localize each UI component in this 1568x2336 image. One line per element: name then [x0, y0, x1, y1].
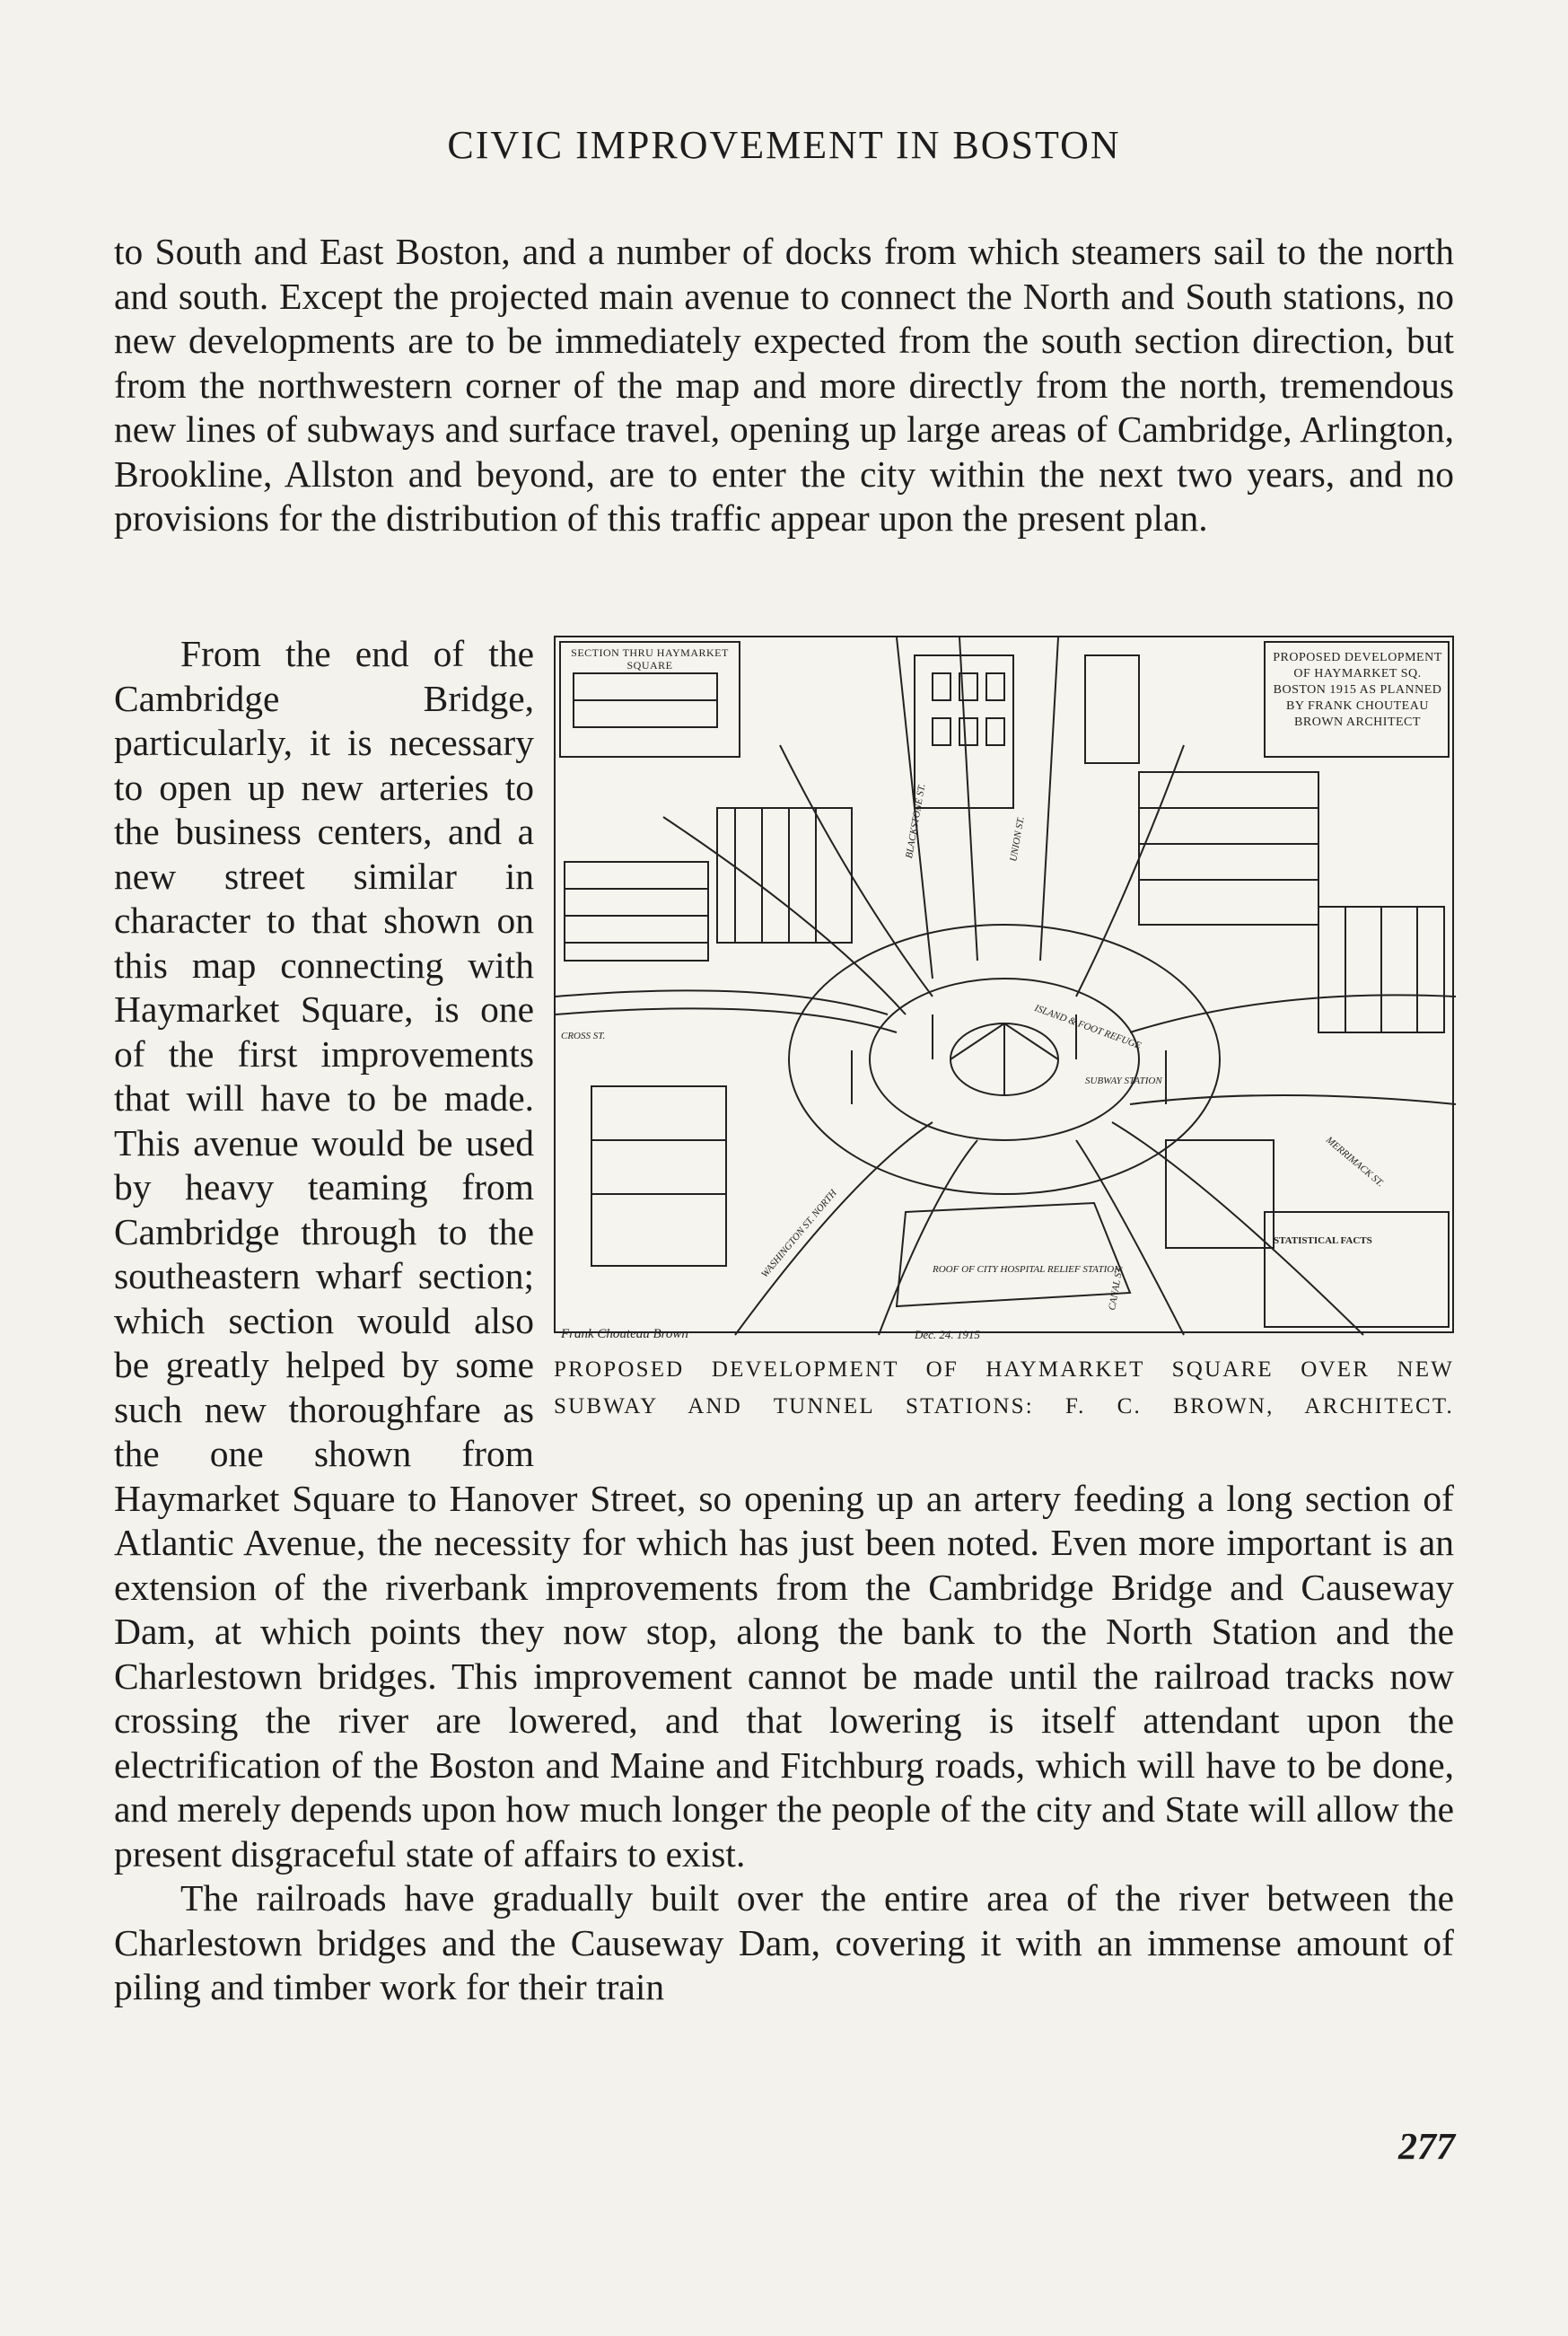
caption-line-2: SUBWAY AND TUNNEL STATIONS: F. C. BROWN, ARCHITECT. — [554, 1394, 1454, 1418]
page-number: 277 — [1398, 2127, 1455, 2168]
label-island: ISLAND & FOOT REFUGE — [1032, 1002, 1143, 1052]
paragraph-2-block — [114, 632, 1454, 2010]
street-label-washington: WASHINGTON ST. NORTH — [758, 1187, 839, 1280]
inset-section-label: SECTION THRU HAYMARKET SQUARE — [571, 646, 729, 672]
figure-illustration — [554, 636, 1454, 1341]
street-label-merrimack: MERRIMACK ST. — [1323, 1134, 1386, 1190]
running-header: CIVIC IMPROVEMENT IN BOSTON — [447, 123, 1121, 167]
street-label-cross: CROSS ST. — [561, 1031, 606, 1041]
stats-title: STATISTICAL FACTS — [1274, 1235, 1372, 1246]
label-roof: ROOF OF CITY HOSPITAL RELIEF STATION — [933, 1264, 1121, 1275]
inset-title-label: PROPOSED DEVELOPMENT OF HAYMARKET SQ. BOSTON 1915 AS PLANNED BY FRANK CHOUTEAU BROWN ARCHITECT — [1273, 651, 1442, 729]
paragraph-1-block — [114, 230, 1454, 541]
label-station: SUBWAY STATION — [1085, 1076, 1162, 1086]
street-label-blackstone: BLACKSTONE ST. — [904, 783, 928, 860]
paragraph-2: From the end of the Cambridge Bridge, particularly, it is necessary to open up new arteries to the business centers, and a new street similar in character to that shown on this map connecting with Haymarket Square, is one of the first improvements that will have to be made. This avenue would be used by heavy teaming from Cambridge through to the southeastern wharf section; which section would also be greatly helped by some such new thoroughfare as the one shown from Haymarket Square to Hanover Street, so opening up an artery feeding a long section of Atlantic Avenue, the necessity for which has just been noted. Even more important is an extension of the riverbank improvements from the Cambridge Bridge and Causeway Dam, at which points they now stop, along the bank to the North Station and the Charlestown bridges. This improvement cannot be made until the railroad tracks now crossing the river are lowered, and that lowering is itself attendant upon the electrification of the Boston and Maine and Fitchburg roads, which will have to be done, and merely depends upon how much longer the people of the city and State will allow the present disgraceful state of affairs to exist. — [114, 633, 1454, 1875]
paragraph-1: to South and East Boston, and a number of docks from which steamers sail to the north and south. Except the projected main avenue to connect the North and South stations, no new developments are to be immediately expected from the south section direction, but from the northwestern corner of the map and more directly from the north, tremendous new lines of subways and surface travel, opening up large areas of Cambridge, Arlington, Brookline, Allston and beyond, are to enter the city within the next two years, and no provisions for the distribution of this traffic appear upon the present plan. — [114, 231, 1454, 539]
street-label-canal: CANAL ST. — [1107, 1264, 1126, 1312]
drawing-date: Dec. 24. 1915 — [915, 1328, 980, 1341]
artist-signature: Frank Chouteau Brown — [561, 1327, 688, 1341]
figure-caption — [554, 1351, 1454, 1425]
paragraph-3: The railroads have gradually built over the entire area of the river between the Charlestown bridges and the Causeway Dam, covering it with an immense amount of piling and timber work for their train — [114, 1877, 1454, 2007]
street-label-union: UNION ST. — [1008, 815, 1027, 863]
caption-line-1: PROPOSED DEVELOPMENT OF HAYMARKET SQUARE OVER NEW — [554, 1357, 1454, 1382]
figure — [554, 636, 1454, 1438]
